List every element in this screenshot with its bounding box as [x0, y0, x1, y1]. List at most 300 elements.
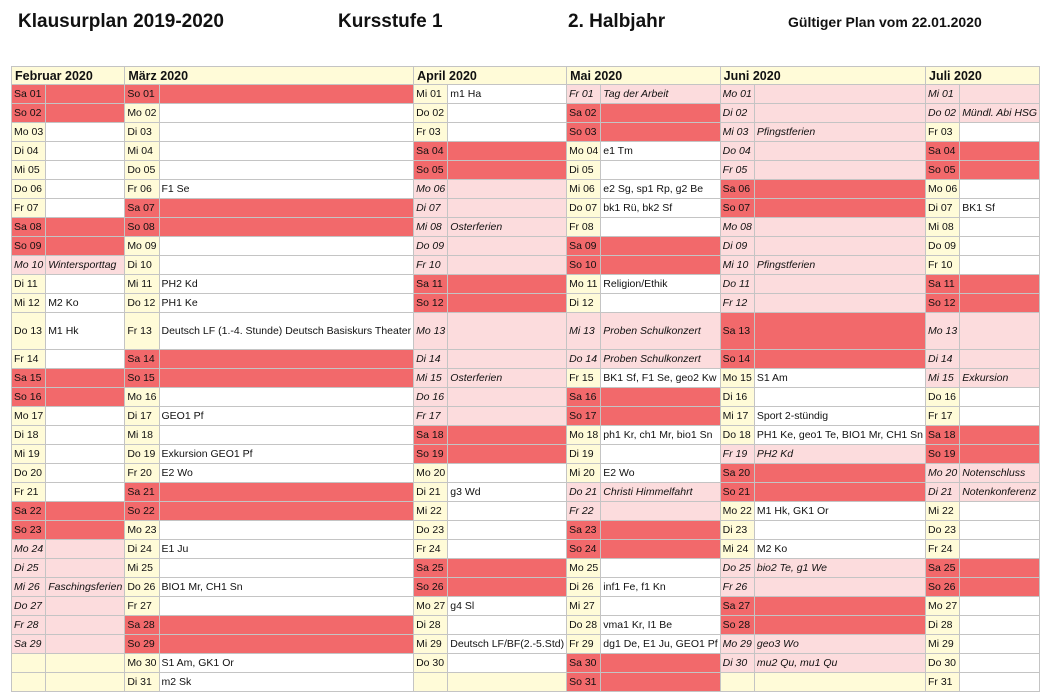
day-cell: Fr 24	[926, 540, 960, 559]
day-row	[12, 275, 1040, 294]
event-cell	[754, 104, 925, 123]
day-cell: Do 14	[567, 350, 601, 369]
day-cell: Sa 28	[125, 616, 159, 635]
event-cell	[601, 521, 720, 540]
event-cell: E1 Ju	[159, 540, 414, 559]
event-cell	[46, 597, 125, 616]
day-cell: Fr 31	[926, 673, 960, 692]
day-cell: Fr 17	[926, 407, 960, 426]
day-cell: Mi 11	[125, 275, 159, 294]
day-row	[12, 350, 1040, 369]
event-cell	[960, 256, 1040, 275]
day-cell	[12, 654, 46, 673]
day-cell: Mo 29	[720, 635, 754, 654]
event-cell	[46, 199, 125, 218]
event-cell: mu2 Qu, mu1 Qu	[754, 654, 925, 673]
event-cell	[754, 161, 925, 180]
day-row	[12, 256, 1040, 275]
event-cell	[754, 199, 925, 218]
day-row	[12, 540, 1040, 559]
day-row	[12, 654, 1040, 673]
event-cell: Notenkonferenz	[960, 483, 1040, 502]
day-row	[12, 426, 1040, 445]
event-cell	[601, 161, 720, 180]
event-cell: vma1 Kr, I1 Be	[601, 616, 720, 635]
month-header: Juli 2020	[926, 67, 1040, 85]
day-cell: Sa 04	[414, 142, 448, 161]
day-cell: So 12	[926, 294, 960, 313]
event-cell: Proben Schulkonzert	[601, 350, 720, 369]
event-cell	[960, 540, 1040, 559]
event-cell	[960, 294, 1040, 313]
event-cell	[46, 350, 125, 369]
day-cell: Mo 23	[125, 521, 159, 540]
day-cell: Sa 13	[720, 313, 754, 350]
day-row	[12, 407, 1040, 426]
day-row	[12, 313, 1040, 350]
event-cell	[46, 142, 125, 161]
event-cell	[448, 464, 567, 483]
day-cell: So 02	[12, 104, 46, 123]
event-cell	[960, 521, 1040, 540]
event-cell	[960, 426, 1040, 445]
day-cell: So 05	[926, 161, 960, 180]
day-cell: Fr 06	[125, 180, 159, 199]
event-cell	[159, 559, 414, 578]
event-cell	[159, 199, 414, 218]
day-row	[12, 445, 1040, 464]
event-cell	[601, 540, 720, 559]
event-cell: M1 Hk	[46, 313, 125, 350]
event-cell	[960, 85, 1040, 104]
day-cell: Di 03	[125, 123, 159, 142]
event-cell	[46, 635, 125, 654]
day-row	[12, 521, 1040, 540]
event-cell	[159, 521, 414, 540]
event-cell	[754, 597, 925, 616]
day-cell: Sa 08	[12, 218, 46, 237]
event-cell	[960, 616, 1040, 635]
day-cell: Sa 11	[414, 275, 448, 294]
day-cell: Mo 16	[125, 388, 159, 407]
day-row	[12, 142, 1040, 161]
month-header: Mai 2020	[567, 67, 721, 85]
day-cell: Fr 03	[414, 123, 448, 142]
event-cell	[960, 407, 1040, 426]
day-cell: Fr 14	[12, 350, 46, 369]
day-cell: Di 10	[125, 256, 159, 275]
event-cell	[448, 180, 567, 199]
day-cell: Mo 06	[926, 180, 960, 199]
event-cell	[448, 654, 567, 673]
term-label: 2. Halbjahr	[568, 11, 666, 32]
event-cell	[601, 654, 720, 673]
day-row	[12, 237, 1040, 256]
day-cell: So 21	[720, 483, 754, 502]
exam-calendar-table	[11, 66, 1040, 692]
day-cell: Di 18	[12, 426, 46, 445]
event-cell	[960, 275, 1040, 294]
day-cell: Mo 27	[414, 597, 448, 616]
event-cell: E2 Wo	[601, 464, 720, 483]
day-cell: So 26	[926, 578, 960, 597]
day-cell: Mi 10	[720, 256, 754, 275]
event-cell	[754, 85, 925, 104]
day-cell: So 09	[12, 237, 46, 256]
event-cell: Faschingsferien	[46, 578, 125, 597]
day-cell: Do 21	[567, 483, 601, 502]
event-cell	[46, 218, 125, 237]
day-row	[12, 218, 1040, 237]
event-cell	[960, 445, 1040, 464]
day-cell: So 12	[414, 294, 448, 313]
day-row	[12, 104, 1040, 123]
day-row	[12, 559, 1040, 578]
day-cell: So 07	[720, 199, 754, 218]
day-cell: Fr 21	[12, 483, 46, 502]
event-cell: BK1 Sf	[960, 199, 1040, 218]
event-cell	[159, 350, 414, 369]
event-cell	[601, 445, 720, 464]
day-cell: Sa 18	[926, 426, 960, 445]
day-cell: Do 13	[12, 313, 46, 350]
day-cell: Mi 24	[720, 540, 754, 559]
event-cell	[448, 540, 567, 559]
day-cell: Mo 27	[926, 597, 960, 616]
day-cell: Di 21	[414, 483, 448, 502]
event-cell: Mündl. Abi HSG	[960, 104, 1040, 123]
day-cell: Fr 17	[414, 407, 448, 426]
day-cell: So 31	[567, 673, 601, 692]
day-cell: Fr 07	[12, 199, 46, 218]
event-cell	[754, 464, 925, 483]
day-cell: Do 30	[926, 654, 960, 673]
month-header: Juni 2020	[720, 67, 925, 85]
event-cell	[960, 350, 1040, 369]
event-cell	[159, 426, 414, 445]
event-cell	[159, 369, 414, 388]
event-cell: PH2 Kd	[159, 275, 414, 294]
event-cell	[754, 218, 925, 237]
day-cell: Mo 11	[567, 275, 601, 294]
event-cell	[960, 635, 1040, 654]
day-cell: Sa 30	[567, 654, 601, 673]
day-cell: Sa 25	[414, 559, 448, 578]
event-cell	[46, 673, 125, 692]
event-cell	[46, 654, 125, 673]
event-cell: F1 Se	[159, 180, 414, 199]
event-cell	[448, 161, 567, 180]
month-header-row	[12, 67, 1040, 85]
event-cell: e2 Sg, sp1 Rp, g2 Be	[601, 180, 720, 199]
event-cell: BK1 Sf, F1 Se, geo2 Kw	[601, 369, 720, 388]
valid-date-label: Gültiger Plan vom 22.01.2020	[788, 14, 982, 30]
day-cell: Do 02	[414, 104, 448, 123]
day-cell: Di 11	[12, 275, 46, 294]
event-cell	[448, 426, 567, 445]
event-cell: inf1 Fe, f1 Kn	[601, 578, 720, 597]
day-cell: Mo 01	[720, 85, 754, 104]
event-cell: g4 Sl	[448, 597, 567, 616]
event-cell	[601, 407, 720, 426]
event-cell	[601, 237, 720, 256]
day-cell: Mi 05	[12, 161, 46, 180]
day-cell: Mi 27	[567, 597, 601, 616]
day-cell: Mi 04	[125, 142, 159, 161]
day-cell: So 19	[926, 445, 960, 464]
day-cell: Mo 03	[12, 123, 46, 142]
event-cell	[159, 388, 414, 407]
event-cell: Deutsch LF/BF(2.-5.Std)	[448, 635, 567, 654]
event-cell	[448, 407, 567, 426]
day-cell: Mi 20	[567, 464, 601, 483]
event-cell: ph1 Kr, ch1 Mr, bio1 Sn	[601, 426, 720, 445]
day-cell: Sa 15	[12, 369, 46, 388]
day-row	[12, 673, 1040, 692]
day-cell: So 22	[125, 502, 159, 521]
event-cell	[960, 673, 1040, 692]
event-cell	[448, 313, 567, 350]
day-cell: Do 23	[414, 521, 448, 540]
day-cell: Sa 11	[926, 275, 960, 294]
event-cell	[754, 350, 925, 369]
event-cell	[754, 237, 925, 256]
event-cell	[754, 388, 925, 407]
day-cell: Do 25	[720, 559, 754, 578]
day-cell: Di 28	[926, 616, 960, 635]
event-cell	[448, 350, 567, 369]
day-row	[12, 294, 1040, 313]
day-row	[12, 483, 1040, 502]
event-cell	[601, 673, 720, 692]
day-cell: Do 23	[926, 521, 960, 540]
day-cell: Sa 25	[926, 559, 960, 578]
day-cell: Do 26	[125, 578, 159, 597]
event-cell	[46, 483, 125, 502]
event-cell	[601, 104, 720, 123]
event-cell: M2 Ko	[754, 540, 925, 559]
day-cell: Fr 19	[720, 445, 754, 464]
day-row	[12, 464, 1040, 483]
event-cell	[601, 597, 720, 616]
day-cell: So 15	[125, 369, 159, 388]
day-cell: Sa 01	[12, 85, 46, 104]
day-cell: Sa 20	[720, 464, 754, 483]
event-cell	[159, 483, 414, 502]
event-cell	[754, 673, 925, 692]
day-cell: Di 17	[125, 407, 159, 426]
event-cell	[448, 142, 567, 161]
day-cell: So 01	[125, 85, 159, 104]
event-cell	[448, 673, 567, 692]
day-cell: Do 09	[414, 237, 448, 256]
event-cell	[754, 294, 925, 313]
event-cell	[960, 578, 1040, 597]
day-cell: Do 16	[926, 388, 960, 407]
day-cell: Fr 12	[720, 294, 754, 313]
event-cell	[159, 123, 414, 142]
day-row	[12, 502, 1040, 521]
event-cell	[601, 218, 720, 237]
event-cell	[448, 388, 567, 407]
event-cell	[46, 559, 125, 578]
event-cell	[448, 445, 567, 464]
day-cell: Do 11	[720, 275, 754, 294]
day-row	[12, 369, 1040, 388]
event-cell	[448, 521, 567, 540]
day-cell: Mo 08	[720, 218, 754, 237]
event-cell	[159, 85, 414, 104]
day-cell: Mo 17	[12, 407, 46, 426]
event-cell	[159, 256, 414, 275]
day-row	[12, 123, 1040, 142]
day-cell: Mo 25	[567, 559, 601, 578]
event-cell	[46, 180, 125, 199]
day-cell: Di 16	[720, 388, 754, 407]
event-cell: dg1 De, E1 Ju, GEO1 Pf	[601, 635, 720, 654]
day-cell: Mo 04	[567, 142, 601, 161]
event-cell	[159, 161, 414, 180]
day-cell: Fr 10	[414, 256, 448, 275]
day-cell: Mi 26	[12, 578, 46, 597]
day-cell: Mi 08	[414, 218, 448, 237]
event-cell	[448, 199, 567, 218]
event-cell: GEO1 Pf	[159, 407, 414, 426]
event-cell	[46, 369, 125, 388]
day-cell: Do 16	[414, 388, 448, 407]
day-cell: So 10	[567, 256, 601, 275]
day-row	[12, 161, 1040, 180]
event-cell: Pfingstferien	[754, 256, 925, 275]
day-cell: Sa 22	[12, 502, 46, 521]
day-cell: Do 07	[567, 199, 601, 218]
day-cell: Mo 24	[12, 540, 46, 559]
event-cell	[448, 237, 567, 256]
event-cell	[46, 616, 125, 635]
event-cell	[601, 256, 720, 275]
day-row	[12, 180, 1040, 199]
event-cell: PH1 Ke	[159, 294, 414, 313]
day-cell: So 16	[12, 388, 46, 407]
day-cell: Do 19	[125, 445, 159, 464]
event-cell	[448, 294, 567, 313]
day-cell: Fr 26	[720, 578, 754, 597]
event-cell: m1 Ha	[448, 85, 567, 104]
event-cell	[754, 521, 925, 540]
day-cell: So 17	[567, 407, 601, 426]
event-cell: S1 Am, GK1 Or	[159, 654, 414, 673]
event-cell	[754, 142, 925, 161]
month-header: April 2020	[414, 67, 567, 85]
event-cell	[46, 123, 125, 142]
month-header: Februar 2020	[12, 67, 125, 85]
event-cell	[159, 218, 414, 237]
day-cell: Fr 29	[567, 635, 601, 654]
day-cell: Sa 07	[125, 199, 159, 218]
day-cell: Di 05	[567, 161, 601, 180]
day-cell: Fr 01	[567, 85, 601, 104]
event-cell	[46, 237, 125, 256]
day-row	[12, 388, 1040, 407]
event-cell: bio2 Te, g1 We	[754, 559, 925, 578]
day-cell: Sa 06	[720, 180, 754, 199]
day-cell: Fr 13	[125, 313, 159, 350]
day-cell	[12, 673, 46, 692]
event-cell	[754, 180, 925, 199]
day-cell: Sa 14	[125, 350, 159, 369]
day-cell: Mi 29	[414, 635, 448, 654]
day-cell: Di 09	[720, 237, 754, 256]
day-cell: Di 07	[414, 199, 448, 218]
event-cell: m2 Sk	[159, 673, 414, 692]
day-cell: So 24	[567, 540, 601, 559]
day-cell: Mi 25	[125, 559, 159, 578]
event-cell	[960, 597, 1040, 616]
day-cell: Fr 05	[720, 161, 754, 180]
event-cell: Proben Schulkonzert	[601, 313, 720, 350]
day-cell: Mi 01	[926, 85, 960, 104]
day-cell: Di 02	[720, 104, 754, 123]
day-row	[12, 85, 1040, 104]
day-cell: Fr 20	[125, 464, 159, 483]
day-cell: Do 06	[12, 180, 46, 199]
event-cell	[960, 161, 1040, 180]
event-cell	[46, 445, 125, 464]
event-cell	[960, 654, 1040, 673]
day-cell: Mo 20	[414, 464, 448, 483]
day-cell: Di 14	[926, 350, 960, 369]
event-cell: BIO1 Mr, CH1 Sn	[159, 578, 414, 597]
event-cell: PH2 Kd	[754, 445, 925, 464]
day-cell: Mi 22	[926, 502, 960, 521]
day-cell: Fr 28	[12, 616, 46, 635]
day-cell: Sa 09	[567, 237, 601, 256]
day-cell	[414, 673, 448, 692]
day-cell: Sa 04	[926, 142, 960, 161]
day-cell	[720, 673, 754, 692]
day-cell: Sa 16	[567, 388, 601, 407]
event-cell	[46, 104, 125, 123]
day-row	[12, 616, 1040, 635]
day-cell: Mo 20	[926, 464, 960, 483]
day-cell: Fr 24	[414, 540, 448, 559]
event-cell	[448, 123, 567, 142]
event-cell: M1 Hk, GK1 Or	[754, 502, 925, 521]
day-row	[12, 199, 1040, 218]
event-cell	[448, 578, 567, 597]
day-cell: Mo 22	[720, 502, 754, 521]
event-cell	[754, 275, 925, 294]
day-cell: Mo 13	[926, 313, 960, 350]
event-cell: Sport 2-stündig	[754, 407, 925, 426]
day-cell: Mi 15	[926, 369, 960, 388]
course-label: Kursstufe 1	[338, 11, 443, 32]
day-cell: Sa 21	[125, 483, 159, 502]
event-cell	[46, 540, 125, 559]
event-cell	[960, 388, 1040, 407]
day-cell: Mo 13	[414, 313, 448, 350]
day-cell: Fr 15	[567, 369, 601, 388]
day-cell: Fr 08	[567, 218, 601, 237]
event-cell: Exkursion GEO1 Pf	[159, 445, 414, 464]
event-cell	[159, 635, 414, 654]
event-cell	[159, 237, 414, 256]
day-cell: So 23	[12, 521, 46, 540]
event-cell	[46, 161, 125, 180]
day-cell: Di 31	[125, 673, 159, 692]
event-cell	[960, 559, 1040, 578]
day-cell: Do 02	[926, 104, 960, 123]
